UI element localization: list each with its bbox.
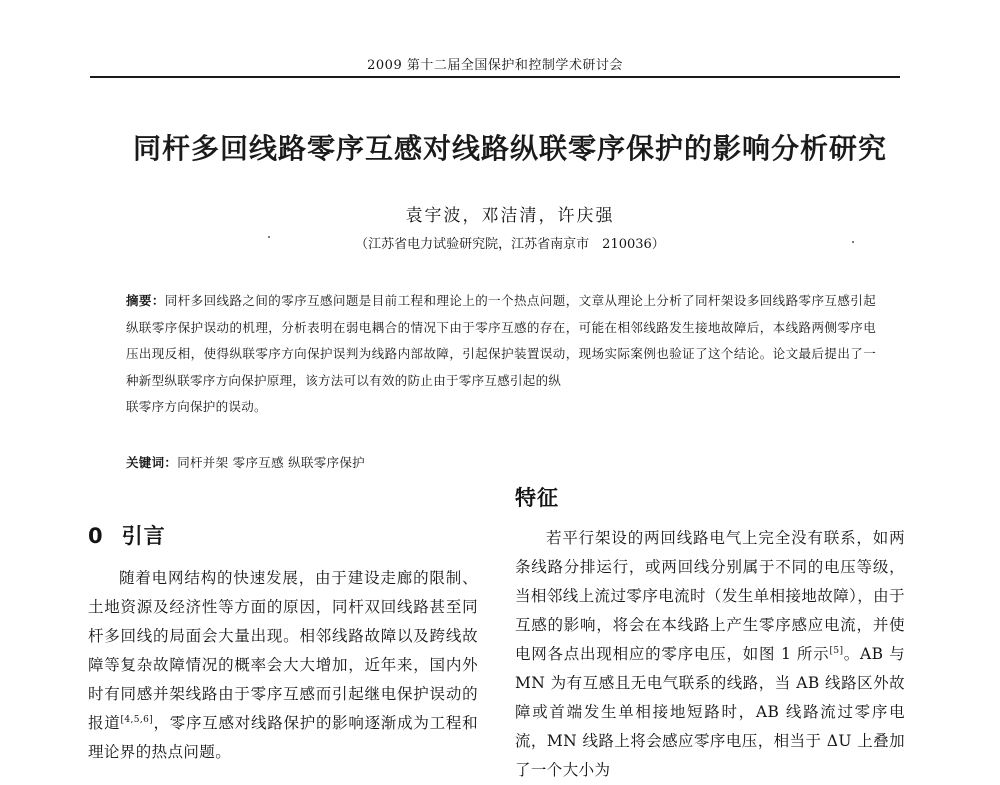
scan-speck [268, 236, 270, 238]
paper-title: 同杆多回线路零序互感对线路纵联零序保护的影响分析研究 [132, 132, 887, 165]
right-column [515, 482, 905, 785]
keywords-label: 关键词： [126, 455, 178, 470]
section-number: 0 [88, 524, 104, 548]
running-header: 2009 第十二届全国保护和控制学术研讨会 [90, 57, 900, 78]
abstract [126, 288, 876, 421]
features-paragraph [515, 524, 905, 785]
citation: [5] [829, 645, 844, 656]
intro-text-end: ，零序互感对线路保护的影响逐渐成为工程和理论界的热点问题。 [88, 714, 478, 761]
abstract-body [126, 288, 876, 394]
section-heading-features: 特征 [515, 486, 559, 510]
section-heading-intro [88, 520, 478, 552]
section-title: 引言 [121, 524, 166, 548]
left-column [88, 520, 478, 767]
features-text-end: 。AB 与 MN 为有互感且无电气联系的线路，当 AB 线路区外故障或首端发生单相接地短路时，AB 线路流过零序电流，MN 线路上将会感应零序电压，相当于 ΔU 上叠加了一个大小为 [515, 645, 905, 779]
citation: [4,5,6] [120, 714, 154, 725]
abstract-continued: 联零序方向保护的误动。 [126, 399, 267, 414]
features-text: 若平行架设的两回线路电气上完全没有联系，如两条线路分排运行，或两回线分别属于不同的电压等级，当相邻线上流过零序电流时（发生单相接地故障），由于互感的影响，将会在本线路上产生零序感应电流，并使电网各点出现相应的零序电压，如图 1 所示 [515, 529, 905, 663]
abstract-text: 同杆多回线路之间的零序互感问题是目前工程和理论上的一个热点问题，文章从理论上分析了同杆架设多回线路零序互感引起纵联零序保护误动的机理，分析表明在弱电耦合的情况下由于零序互感的存在，可能在相邻线路发生接地故障后，本线路两侧零序电压出现反相，使得纵联零序方向保护误判为线路内部故障，引起保护装置误动，现场实际案例也验证了这个结论。论文最后提出了一种新型纵联零序方向保护原理，该方法可以有效的防止由于零序互感引起的纵 [126, 293, 876, 388]
abstract-label: 摘要： [126, 293, 165, 308]
intro-paragraph [88, 564, 478, 767]
authors: 袁宇波，邓洁清，许庆强 [405, 206, 615, 226]
scan-speck [852, 241, 854, 243]
intro-text: 随着电网结构的快速发展，由于建设走廊的限制、土地资源及经济性等方面的原因，同杆双回线路甚至同杆多回线的局面会大量出现。相邻线路故障以及跨线故障等复杂故障情况的概率会大大增加，近年来，国内外时有同感并架线路由于零序互感而引起继电保护误动的报道 [88, 569, 478, 732]
affiliation: （江苏省电力试验研究院，江苏省南京市 210036） [355, 237, 665, 252]
keywords [126, 452, 876, 474]
keywords-text: 同杆并架 零序互感 纵联零序保护 [177, 455, 365, 470]
